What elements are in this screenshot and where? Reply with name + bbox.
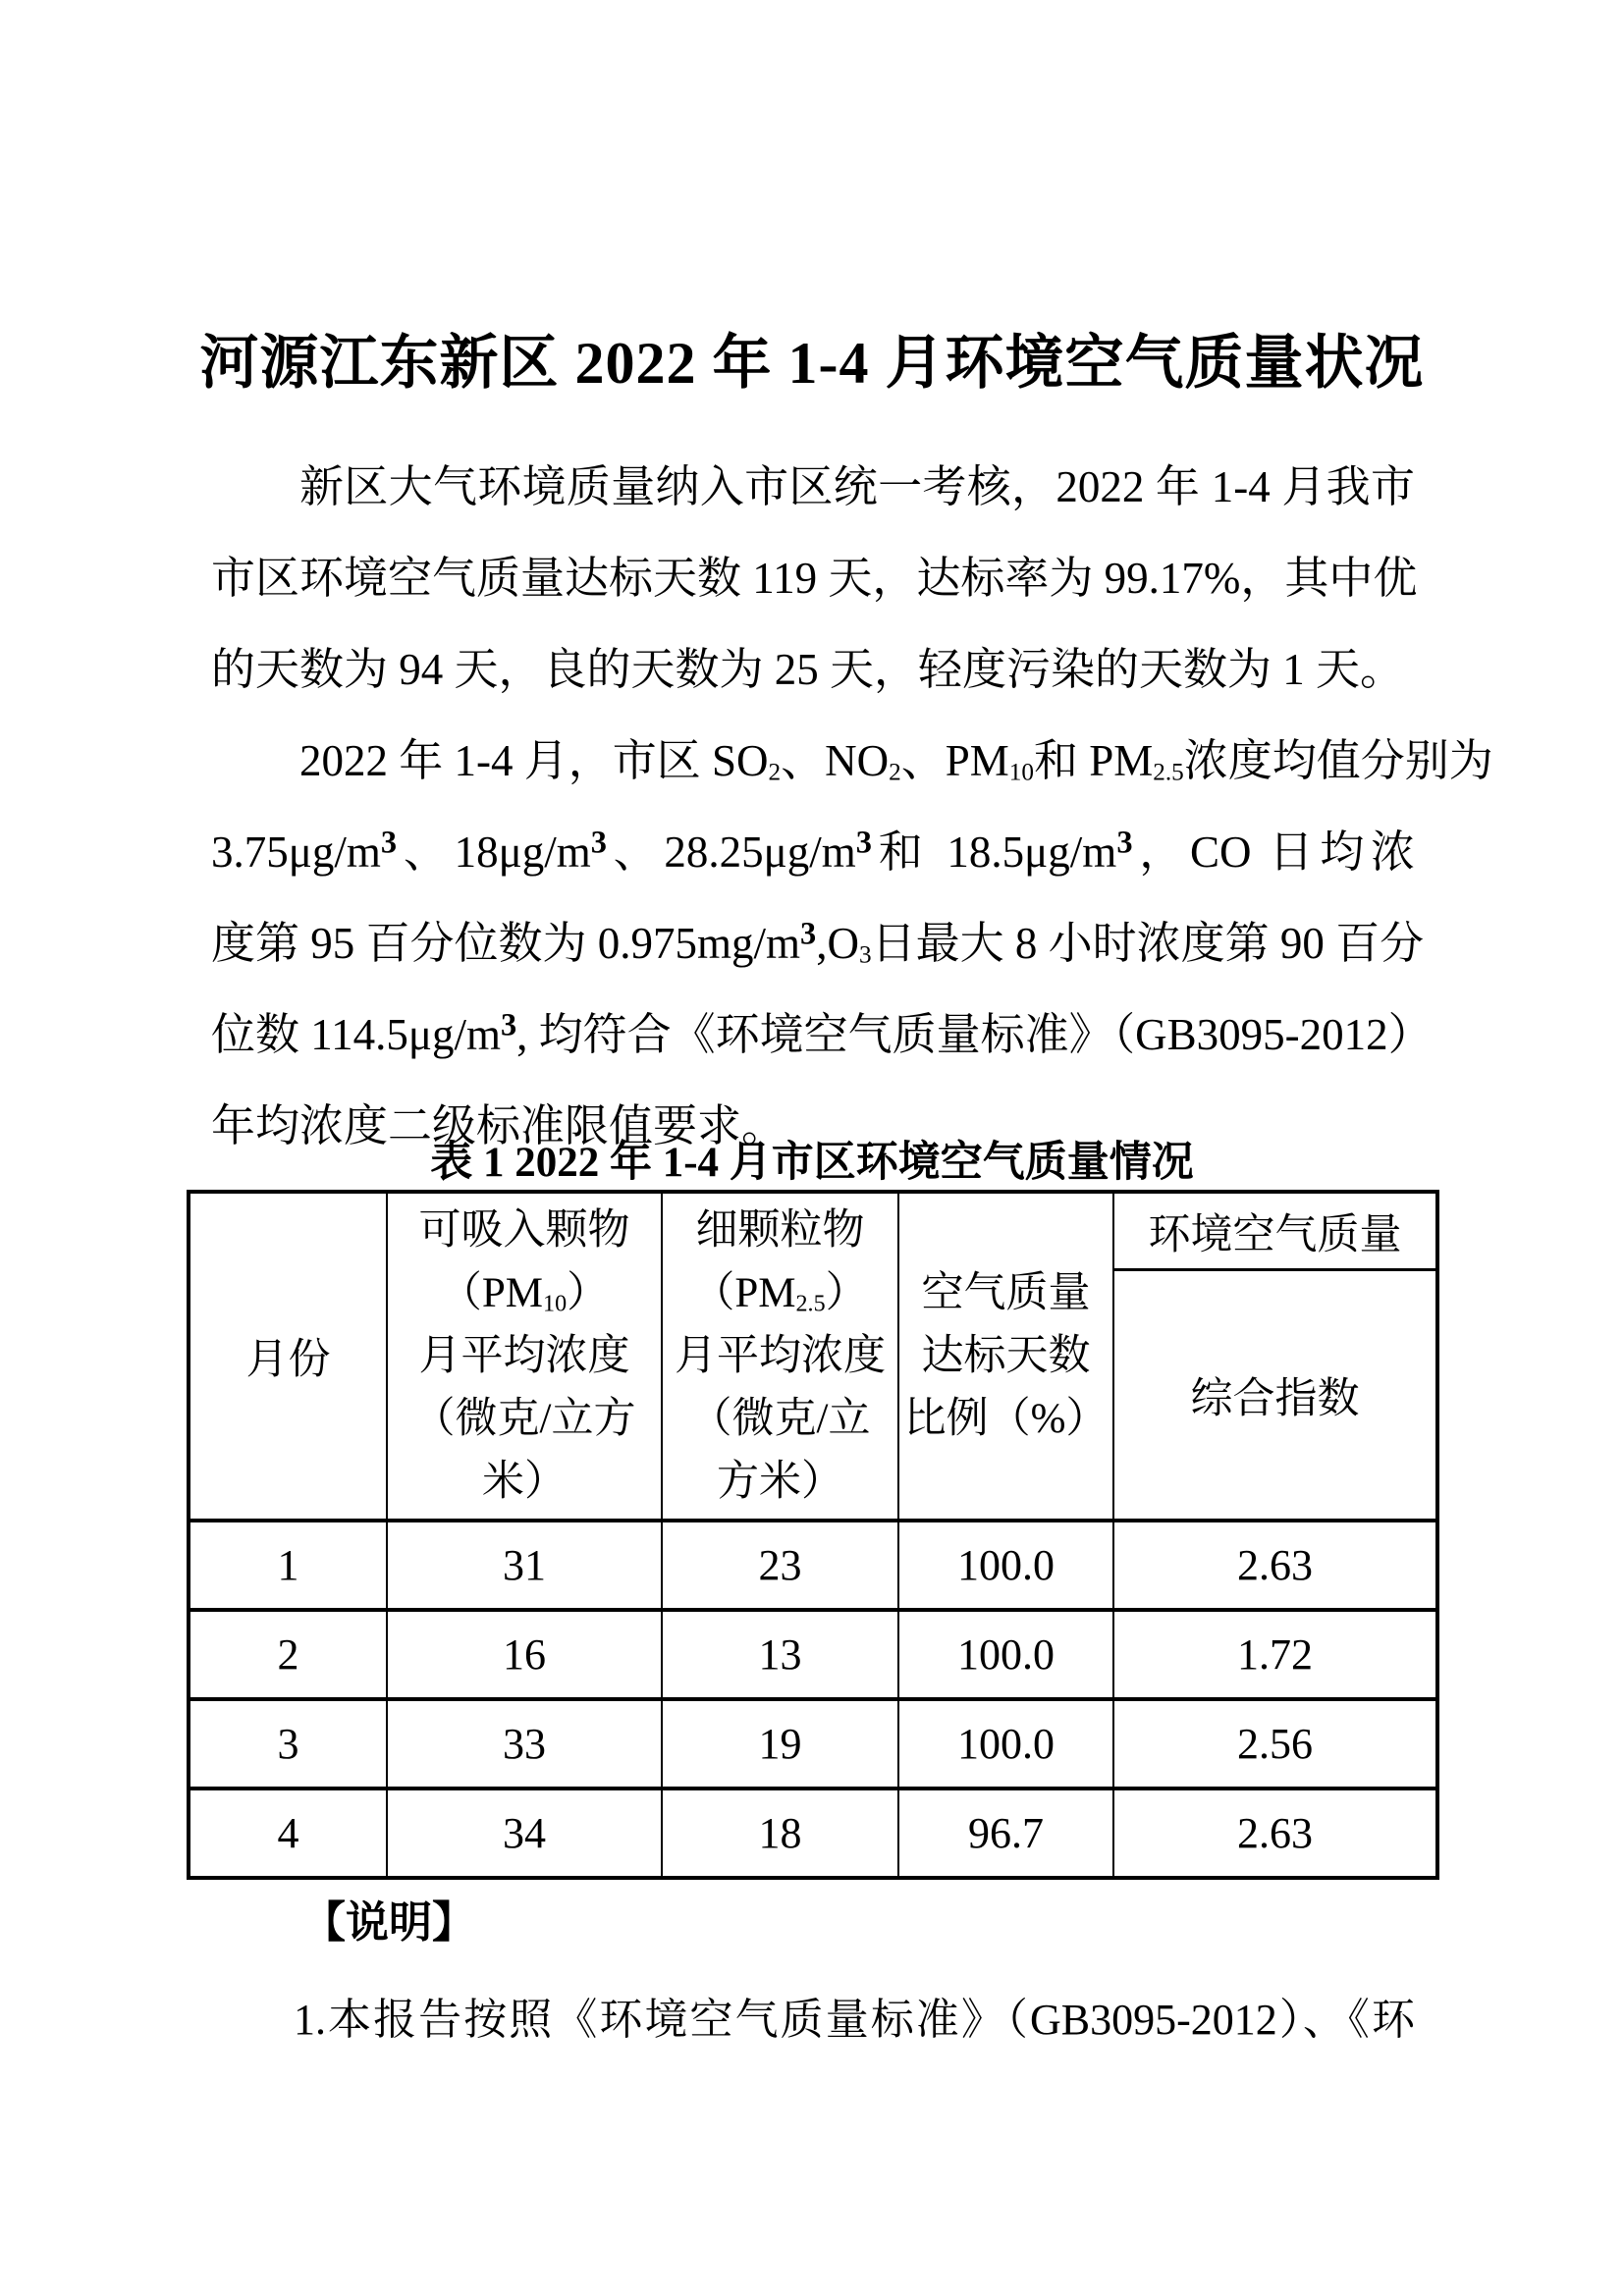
cell-composite-index: 2.56	[1113, 1699, 1437, 1789]
table-row	[189, 1789, 1437, 1878]
cell-compliance-rate: 100.0	[898, 1610, 1113, 1699]
cell-pm25: 13	[662, 1610, 898, 1699]
header-cell-ambient-air-quality: 环境空气质量	[1113, 1192, 1437, 1270]
cell-composite-index: 1.72	[1113, 1610, 1437, 1699]
header-cell-pm25: 细颗粒物 $(PM_{2.5})$ 月平均浓度 （微克/立 方米）	[662, 1192, 898, 1521]
cell-month: 4	[189, 1789, 387, 1878]
header-cell-compliance-rate: 空气质量 达标天数 比例（%）	[898, 1192, 1113, 1521]
cell-compliance-rate: 100.0	[898, 1521, 1113, 1610]
cell-composite-index: 2.63	[1113, 1789, 1437, 1878]
cell-pm10: 33	[387, 1699, 662, 1789]
table-row	[189, 1610, 1437, 1699]
cell-pm10: 34	[387, 1789, 662, 1878]
body-line: 度第 95 百分位数为 $0.975mg/m^3,O_3$日最大 8 小时浓度第 90 百分	[211, 916, 1425, 969]
table-row	[189, 1521, 1437, 1610]
cell-pm25: 23	[662, 1521, 898, 1610]
paragraph-concentrations	[211, 716, 1493, 1172]
header-cell-month: 月份	[189, 1192, 387, 1521]
cell-compliance-rate: 96.7	[898, 1789, 1113, 1878]
table-caption: 表 1 2022 年 1-4 月市区环境空气质量情况	[430, 1140, 1194, 1186]
cell-month: 3	[189, 1699, 387, 1789]
cell-pm25: 19	[662, 1699, 898, 1789]
body-line: 位数 $114.5\mu g/m^3$, 均符合《环境空气质量标准》（GB3095-2012）	[211, 1007, 1433, 1059]
cell-compliance-rate: 100.0	[898, 1699, 1113, 1789]
body-line: 2022 年 1-4 月，市区 $SO_2$、$NO_2$、$PM_{10}$和 $PM_{2.5}$浓度均值分别为	[299, 736, 1493, 786]
cell-pm10: 31	[387, 1521, 662, 1610]
body-line: 新区大气环境质量纳入市区统一考核，2022 年 1-4 月我市	[299, 462, 1415, 511]
body-line: 年均浓度二级标准限值要求。	[211, 1101, 786, 1150]
notes-label: 【说明】	[302, 1898, 475, 1947]
cell-pm10: 16	[387, 1610, 662, 1699]
body-line: 市区环境空气质量达标天数 119 天，达标率为 99.17%，其中优	[211, 554, 1418, 603]
cell-month: 2	[189, 1610, 387, 1699]
air-quality-table	[187, 1190, 1439, 1880]
body-line: $3.75\mu g/m^3$、$18\mu g/m^3$、$28.25\mu g/m^3$和 $18.5\mu g/m^3$，CO 日均浓	[211, 825, 1415, 877]
table-row	[189, 1699, 1437, 1789]
page-title: 河源江东新区 2022 年 1-4 月环境空气质量状况	[199, 331, 1425, 397]
cell-month: 1	[189, 1521, 387, 1610]
cell-composite-index: 2.63	[1113, 1521, 1437, 1610]
header-cell-pm10: 可吸入颗物 $(PM_{10})$ 月平均浓度 （微克/立方 米）	[387, 1192, 662, 1521]
table-header-row	[189, 1192, 1437, 1270]
header-cell-composite-index: 综合指数	[1113, 1270, 1437, 1522]
cell-pm25: 18	[662, 1789, 898, 1878]
body-line: 的天数为 94 天，良的天数为 25 天，轻度污染的天数为 1 天。	[211, 645, 1405, 694]
notes-line: 1.本报告按照《环境空气质量标准》（GB3095-2012）、《环	[294, 1996, 1415, 2044]
paragraph-overview	[211, 442, 1418, 716]
